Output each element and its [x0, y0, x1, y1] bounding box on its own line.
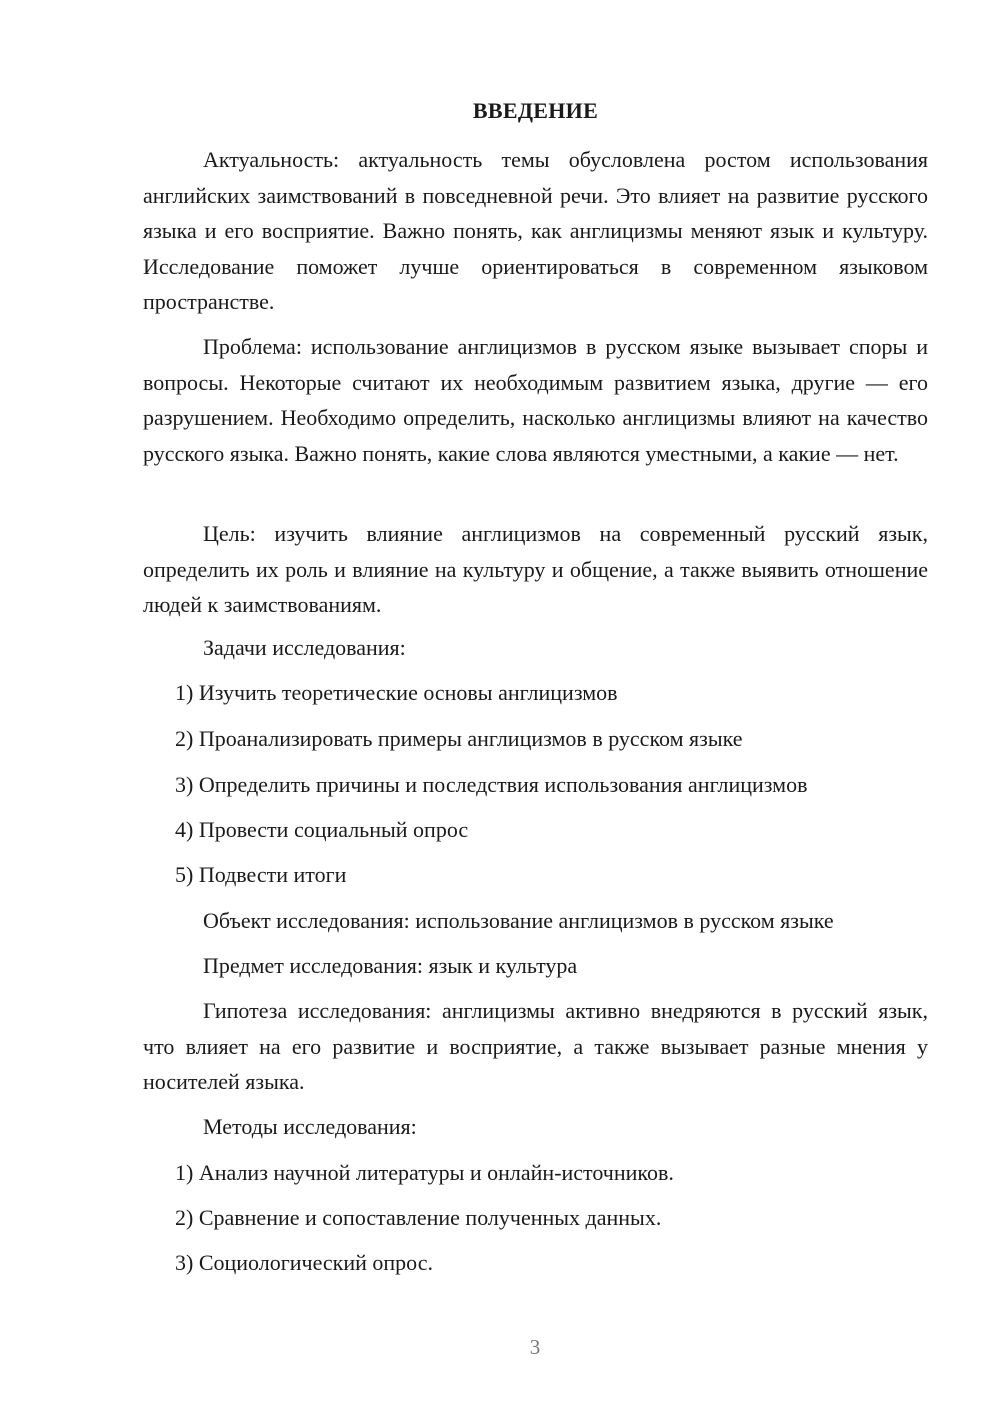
method-item: 2) Сравнение и сопоставление полученных данных. — [175, 1205, 662, 1230]
problem-paragraph: Проблема: использование англицизмов в русском языке вызывает споры и вопросы. Некоторые считают их необходимым развитием языка, другие — его разрушением. Необходимо определить, насколько англицизмы влияют на качество русского языка. Важно понять, какие слова являются уместными, а какие — нет. — [143, 334, 928, 466]
task-item: 4) Провести социальный опрос — [175, 817, 469, 842]
hypothesis-paragraph: Гипотеза исследования: англицизмы активно внедряются в русский язык, что влияет на его развитие и восприятие, а также вызывает разные мнения у носителей языка. — [143, 998, 928, 1094]
research-object: Объект исследования: использование англицизмов в русском языке — [203, 908, 834, 933]
task-item: 3) Определить причины и последствия использования англицизмов — [175, 772, 808, 797]
tasks-heading: Задачи исследования: — [203, 635, 406, 660]
task-item: 1) Изучить теоретические основы англицизмов — [175, 680, 618, 705]
task-item: 2) Проанализировать примеры англицизмов в русском языке — [175, 726, 743, 751]
method-item: 1) Анализ научной литературы и онлайн-источников. — [175, 1160, 674, 1185]
methods-heading: Методы исследования: — [203, 1114, 417, 1139]
method-item: 3) Социологический опрос. — [175, 1250, 433, 1275]
task-item: 5) Подвести итоги — [175, 862, 347, 887]
relevance-paragraph: Актуальность: актуальность темы обусловлена ростом использования английских заимствований в повседневной речи. Это влияет на развитие русского языка и его восприятие. Важно понять, как англицизмы меняют язык и культуру. Исследование поможет лучше ориентироваться в современном языковом пространстве. — [143, 147, 928, 314]
research-subject: Предмет исследования: язык и культура — [203, 953, 578, 978]
goal-paragraph: Цель: изучить влияние англицизмов на современный русский язык, определить их роль и влияние на культуру и общение, а также выявить отношение людей к заимствованиям. — [143, 521, 928, 617]
page-number: 3 — [529, 1335, 541, 1359]
section-title: ВВЕДЕНИЕ — [472, 98, 599, 123]
